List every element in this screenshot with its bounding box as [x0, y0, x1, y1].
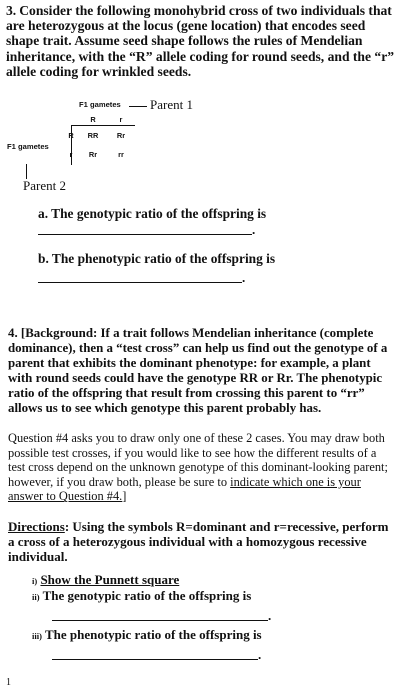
item-i-text: Show the Punnett square [40, 572, 180, 587]
punnett-row-header-2: r [69, 150, 73, 159]
answer-3a-period: . [252, 222, 256, 237]
punnett-top-label: F1 gametes [79, 100, 121, 109]
answer-4iii-period: . [258, 647, 262, 662]
punnett-cell-1-2: Rr [116, 131, 126, 140]
punnett-row-header-1: R [68, 131, 74, 140]
question-4-background-text: [Background: If a trait follows Mendelian inheritance (complete dominance), then a “test cross” can help us find out the genotype of a parent that exhibits the dominant phenotype: for example, a plant with round seeds could have the genotype RR or Rr. The phenotypic ratio of the offspring that result from crossing this parent to “rr” allows us to see which genotype this parent probably has. [8, 326, 388, 416]
item-i-numeral: i) [32, 576, 38, 586]
punnett-cell-2-2: rr [118, 150, 124, 159]
question-4-note-text: Question #4 asks you to draw only one of these 2 cases. You may draw both possible test crosses, if you would like to see how the different results of a test cross depend on the unknown genotype of this dominant-looking parent; however, if you draw both, please be sure to [8, 431, 388, 489]
item-iii-text: The phenotypic ratio of the offspring is [44, 627, 262, 642]
punnett-col-header-1: R [90, 115, 96, 124]
item-iii-numeral: iii) [32, 631, 42, 641]
question-4-background [8, 326, 396, 417]
question-4-number: 4. [8, 326, 18, 340]
question-4-note-underlined: indicate which one is your answer to Question #4. [8, 474, 361, 504]
answer-3a-blank[interactable] [38, 234, 252, 235]
question-4-note [8, 431, 396, 504]
question-3-number: 3. [6, 3, 17, 18]
punnett-col-header-2: r [119, 115, 123, 124]
parent2-pointer-line [26, 164, 27, 179]
question-4-note-end: ] [122, 489, 127, 504]
item-ii [32, 588, 251, 604]
punnett-cell-1-1: RR [87, 131, 99, 140]
punnett-side-label: F1 gametes [7, 142, 49, 151]
item-ii-text: The genotypic ratio of the offspring is [42, 588, 252, 603]
question-3-text: Consider the following monohybrid cross of two individuals that are heterozygous at the locus (gene location) that encodes seed shape trait. Assume seed shape follows the rules of Mendelian inheritance, with the “R” allele coding for round seeds, and the “r” allele coding for wrinkled seeds. [6, 3, 395, 79]
parent1-label: Parent 1 [150, 97, 193, 112]
directions-label: Directions [8, 519, 65, 534]
punnett-cell-2-1: Rr [88, 150, 98, 159]
page-number: 1 [6, 677, 11, 688]
item-iii [32, 627, 262, 643]
answer-3b-period: . [242, 270, 246, 285]
parent2-label: Parent 2 [23, 178, 66, 193]
answer-4iii-blank[interactable] [52, 659, 258, 660]
directions-text: : Using the symbols R=dominant and r=recessive, perform a cross of a heterozygous individual with a homozygous recessive individual. [8, 519, 389, 565]
answer-3b-blank[interactable] [38, 282, 242, 283]
answer-4ii-period: . [268, 608, 272, 623]
question-3a: a. The genotypic ratio of the offspring is [38, 206, 267, 221]
punnett-top-line [71, 125, 135, 126]
question-3 [6, 3, 398, 79]
parent1-pointer-line [129, 106, 147, 107]
item-ii-numeral: ii) [32, 592, 40, 602]
item-i [32, 572, 179, 588]
answer-4ii-blank[interactable] [52, 620, 268, 621]
directions [8, 519, 396, 565]
question-3b: b. The phenotypic ratio of the offspring is [38, 251, 276, 266]
